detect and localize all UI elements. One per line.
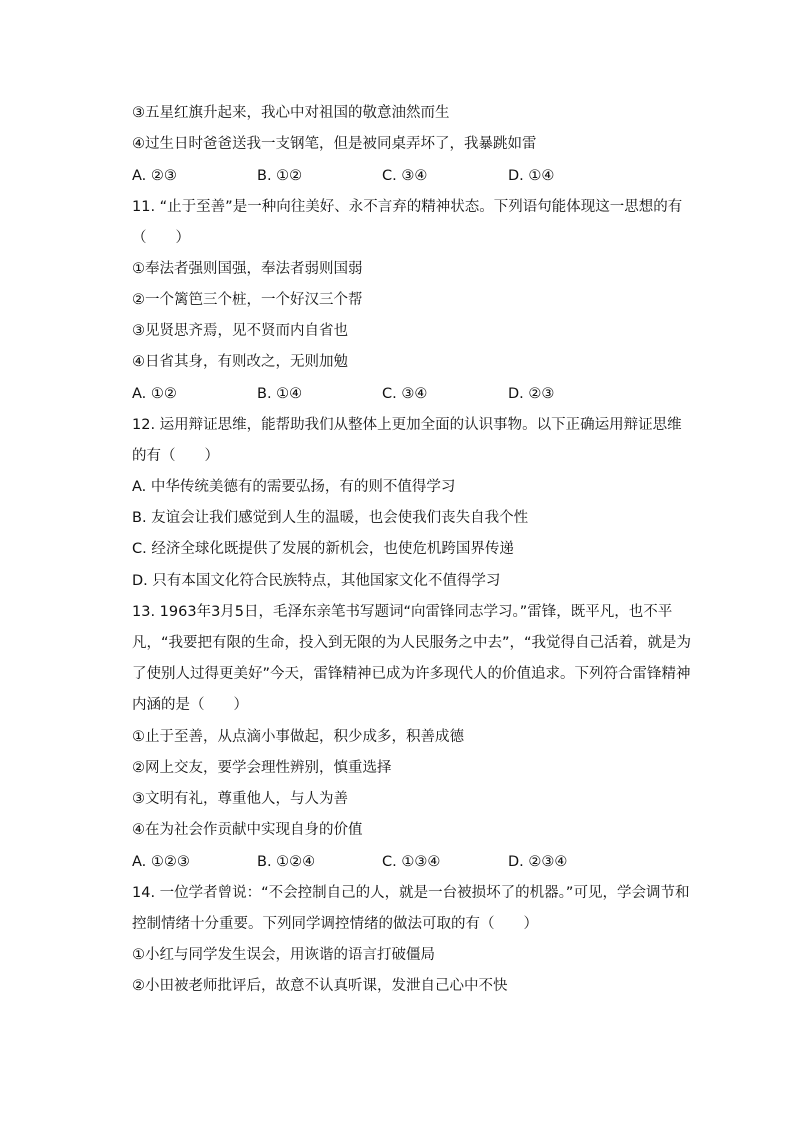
q12-choice-d[interactable]: D. 只有本国文化符合民族特点，其他国家文化不值得学习 <box>132 573 501 589</box>
q13-item-2: ②网上交友，要学会理性辨别，慎重选择 <box>132 760 392 776</box>
q12-choice-c[interactable]: C. 经济全球化既提供了发展的新机会，也使危机跨国界传递 <box>132 541 514 557</box>
q14-stem: 14. 一位学者曾说：“不会控制自己的人，就是一台被损坏了的机器。”可见，学会调节和控制情绪十分重要。下列同学调控情绪的做法可取的有（ ） <box>132 885 690 932</box>
q11-item-2: ②一个篱笆三个桩，一个好汉三个帮 <box>132 292 363 308</box>
q10-item-4: ④过生日时爸爸送我一支钢笔，但是被同桌弄坏了，我暴跳如雷 <box>132 136 537 152</box>
q10-option-b[interactable]: B. ①② <box>257 168 303 184</box>
q13-stem: 13. 1963年3月5日，毛泽东亲笔书写题词“向雷锋同志学习。”雷锋，既平凡，也不平凡，“我要把有限的生命，投入到无限的为人民服务之中去”，“我觉得自己活着，就是为了使别人过得更美好”今天，雷锋精神已成为许多现代人的价值追求。下列符合雷锋精神内涵的是（ ） <box>132 604 692 713</box>
q11-item-3: ③见贤思齐焉，见不贤而内自省也 <box>132 323 348 339</box>
q13-option-c[interactable]: C. ①③④ <box>382 854 441 870</box>
q12-choice-b[interactable]: B. 友谊会让我们感觉到人生的温暖，也会使我们丧失自我个性 <box>132 510 529 526</box>
q11-option-c[interactable]: C. ③④ <box>382 386 428 402</box>
q11-option-b[interactable]: B. ①④ <box>257 386 303 402</box>
q14-item-1: ①小红与同学发生误会，用诙谐的语言打破僵局 <box>132 947 435 963</box>
q12-stem: 12. 运用辩证思维，能帮助我们从整体上更加全面的认识事物。以下正确运用辩证思维的有（ ） <box>132 417 682 464</box>
q11-options <box>132 384 692 404</box>
q13-item-4: ④在为社会作贡献中实现自身的价值 <box>132 822 363 838</box>
q13-option-b[interactable]: B. ①②④ <box>257 854 316 870</box>
q13-options <box>132 852 692 872</box>
q11-option-a[interactable]: A. ①② <box>132 386 177 402</box>
q11-stem: 11. “止于至善”是一种向往美好、永不言弃的精神状态。下列语句能体现这一思想的有（ ） <box>132 199 683 246</box>
q10-options <box>132 166 692 186</box>
q10-item-3: ③五星红旗升起来，我心中对祖国的敬意油然而生 <box>132 105 450 121</box>
q13-item-3: ③文明有礼，尊重他人，与人为善 <box>132 791 348 807</box>
q10-option-d[interactable]: D. ①④ <box>508 168 555 184</box>
q11-option-d[interactable]: D. ②③ <box>508 386 555 402</box>
q10-option-a[interactable]: A. ②③ <box>132 168 177 184</box>
q13-item-1: ①止于至善，从点滴小事做起，积少成多，积善成德 <box>132 729 464 745</box>
q10-option-c[interactable]: C. ③④ <box>382 168 428 184</box>
q13-option-a[interactable]: A. ①②③ <box>132 854 190 870</box>
q11-item-1: ①奉法者强则国强，奉法者弱则国弱 <box>132 261 363 277</box>
q13-option-d[interactable]: D. ②③④ <box>508 854 568 870</box>
q12-choice-a[interactable]: A. 中华传统美德有的需要弘扬，有的则不值得学习 <box>132 479 456 495</box>
q14-item-2: ②小田被老师批评后，故意不认真听课，发泄自己心中不快 <box>132 978 508 994</box>
q11-item-4: ④日省其身，有则改之，无则加勉 <box>132 354 348 370</box>
